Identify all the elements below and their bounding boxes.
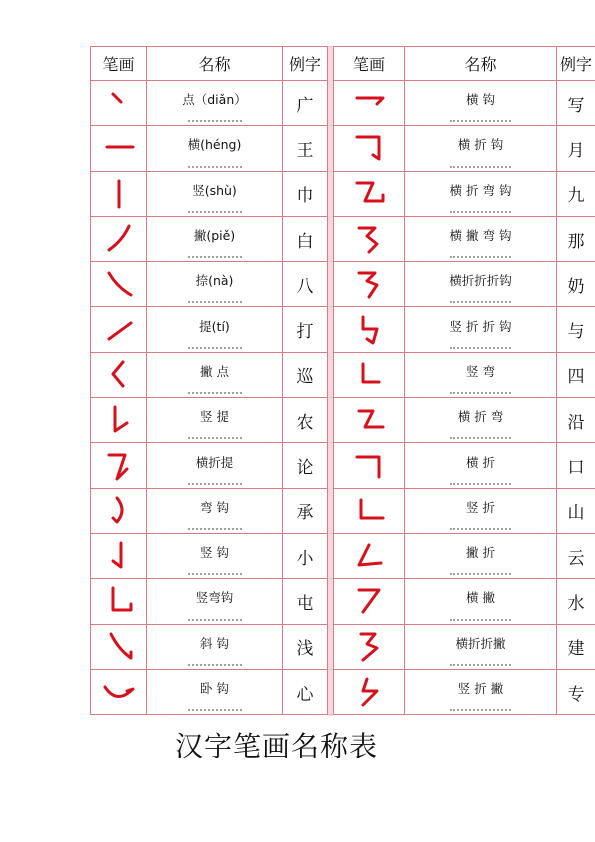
horizontal-falling-bend-hook-stroke-icon (349, 220, 389, 258)
stroke-name: 撇 点 (200, 363, 229, 379)
stroke-cell (334, 216, 405, 261)
example-character: 山 (557, 488, 595, 533)
stroke-name-cell (405, 443, 557, 488)
horizontal-hook-stroke-icon (349, 84, 389, 122)
stroke-name: 横 折 (466, 454, 495, 470)
pinyin-smudge (450, 118, 510, 122)
stroke-name-cell (405, 262, 557, 307)
table-header-row (334, 47, 595, 81)
table-row (91, 126, 328, 171)
stroke-table-left (90, 46, 328, 715)
pinyin-smudge (188, 209, 242, 213)
example-character: 水 (557, 579, 595, 624)
pinyin-smudge (188, 526, 242, 530)
horizontal-turn-bend-hook-stroke-icon (349, 175, 389, 213)
pinyin-smudge (188, 571, 242, 575)
header-stroke: 笔画 (91, 47, 147, 81)
stroke-name: 横 钩 (466, 92, 495, 108)
stroke-cell (91, 443, 147, 488)
example-character: 沿 (557, 398, 595, 443)
pinyin-smudge (450, 164, 510, 168)
stroke-cell (91, 81, 147, 126)
header-example: 例字 (283, 47, 328, 81)
stroke-name: 横 折 钩 (457, 137, 504, 153)
header-example: 例字 (557, 47, 595, 81)
example-character: 口 (557, 443, 595, 488)
slant-hook-stroke-icon (99, 628, 139, 666)
pinyin-smudge (450, 299, 510, 303)
vertical-rising-stroke-icon (99, 401, 139, 439)
stroke-cell (334, 579, 405, 624)
example-character: 那 (557, 216, 595, 261)
stroke-name: 点（diǎn） (182, 92, 247, 108)
horizontal-turn-stroke-icon (349, 447, 389, 485)
pinyin-smudge (188, 617, 242, 621)
stroke-name-cell (147, 488, 283, 533)
table-row (91, 533, 328, 578)
left-falling-stroke-icon (99, 220, 139, 258)
table-row (91, 262, 328, 307)
stroke-table-right (333, 46, 595, 715)
stroke-name: 撇 折 (466, 545, 495, 561)
falling-turn-stroke-icon (349, 537, 389, 575)
stroke-name: 横折折撇 (455, 635, 506, 651)
stroke-name: 横(héng) (187, 137, 242, 153)
example-character: 九 (557, 171, 595, 216)
stroke-name-cell (147, 669, 283, 714)
stroke-cell (334, 307, 405, 352)
stroke-name-cell (405, 579, 557, 624)
table-row (334, 81, 595, 126)
stroke-name: 斜 钩 (200, 635, 229, 651)
table-row (334, 443, 595, 488)
dot-stroke-icon (99, 84, 139, 122)
stroke-name-cell (405, 81, 557, 126)
table-row (334, 126, 595, 171)
stroke-cell (334, 262, 405, 307)
example-character: 与 (557, 307, 595, 352)
pinyin-smudge (188, 345, 242, 349)
stroke-name: 提(tí) (199, 318, 230, 334)
example-character: 小 (283, 533, 328, 578)
horizontal-stroke-icon (99, 129, 139, 167)
pinyin-smudge (450, 209, 510, 213)
table-row (334, 669, 595, 714)
example-character: 巾 (283, 171, 328, 216)
table-row (91, 488, 328, 533)
vertical-turn-stroke-icon (349, 492, 389, 530)
pinyin-smudge (188, 481, 242, 485)
curved-hook-stroke-icon (99, 492, 139, 530)
stroke-cell (334, 488, 405, 533)
example-character: 专 (557, 669, 595, 714)
pinyin-smudge (450, 617, 510, 621)
horizontal-turn-rising-stroke-icon (99, 447, 139, 485)
table-row (334, 624, 595, 669)
vertical-double-turn-hook-stroke-icon (349, 311, 389, 349)
stroke-name: 横折提 (195, 454, 234, 470)
stroke-name-cell (405, 171, 557, 216)
table-row (91, 669, 328, 714)
stroke-name: 竖(shù) (192, 182, 237, 198)
example-character: 八 (283, 262, 328, 307)
example-character: 屯 (283, 579, 328, 624)
stroke-name: 横 折 弯 钩 (449, 182, 512, 198)
pinyin-smudge (188, 435, 242, 439)
stroke-name: 捺(nà) (195, 273, 234, 289)
pinyin-smudge (188, 299, 242, 303)
pinyin-smudge (450, 435, 510, 439)
stroke-cell (91, 171, 147, 216)
table-row (91, 81, 328, 126)
stroke-name-cell (147, 262, 283, 307)
example-character: 浅 (283, 624, 328, 669)
table-row (91, 443, 328, 488)
table-row (91, 624, 328, 669)
lying-hook-stroke-icon (99, 673, 139, 711)
example-character: 四 (557, 352, 595, 397)
stroke-name-cell (405, 533, 557, 578)
pinyin-smudge (188, 164, 242, 168)
example-character: 写 (557, 81, 595, 126)
table-row (334, 171, 595, 216)
example-character: 建 (557, 624, 595, 669)
table-row (334, 262, 595, 307)
stroke-cell (334, 443, 405, 488)
stroke-name-cell (405, 352, 557, 397)
pinyin-smudge (188, 662, 242, 666)
horizontal-triple-turn-hook-stroke-icon (349, 265, 389, 303)
example-character: 广 (283, 81, 328, 126)
stroke-name-cell (147, 171, 283, 216)
vertical-stroke-icon (99, 175, 139, 213)
pinyin-smudge (450, 345, 510, 349)
vertical-bend-stroke-icon (349, 356, 389, 394)
table-row (91, 216, 328, 261)
stroke-cell (334, 624, 405, 669)
stroke-name-cell (147, 307, 283, 352)
table-row (91, 307, 328, 352)
example-character: 白 (283, 216, 328, 261)
example-character: 打 (283, 307, 328, 352)
table-row (91, 398, 328, 443)
stroke-name-cell (405, 398, 557, 443)
stroke-name-cell (147, 352, 283, 397)
header-name: 名称 (147, 47, 283, 81)
table-row (334, 352, 595, 397)
example-character: 月 (557, 126, 595, 171)
stroke-name: 横 撇 弯 钩 (449, 228, 512, 244)
table-row (334, 488, 595, 533)
example-character: 奶 (557, 262, 595, 307)
rising-stroke-icon (99, 311, 139, 349)
stroke-name: 卧 钩 (200, 681, 229, 696)
stroke-name-cell (147, 81, 283, 126)
stroke-cell (91, 579, 147, 624)
vertical-hook-stroke-icon (99, 537, 139, 575)
stroke-name: 竖 钩 (200, 545, 229, 561)
example-character: 王 (283, 126, 328, 171)
stroke-name: 弯 钩 (200, 499, 229, 515)
stroke-name-cell (147, 443, 283, 488)
stroke-name-cell (147, 533, 283, 578)
stroke-name: 横 折 弯 (457, 409, 504, 425)
falling-dot-stroke-icon (99, 356, 139, 394)
pinyin-smudge (450, 571, 510, 575)
stroke-name: 竖 折 撇 (457, 681, 504, 696)
pinyin-smudge (450, 707, 510, 711)
stroke-name: 横 撇 (466, 590, 495, 606)
table-row (91, 171, 328, 216)
example-character: 云 (557, 533, 595, 578)
example-character: 农 (283, 398, 328, 443)
example-character: 心 (283, 669, 328, 714)
stroke-name-cell (405, 216, 557, 261)
right-falling-stroke-icon (99, 265, 139, 303)
horizontal-double-turn-falling-stroke-icon (349, 628, 389, 666)
stroke-name-cell (405, 624, 557, 669)
stroke-name-cell (147, 624, 283, 669)
stroke-name-cell (147, 579, 283, 624)
pinyin-smudge (188, 254, 242, 258)
stroke-cell (334, 533, 405, 578)
table-row (91, 579, 328, 624)
stroke-cell (334, 81, 405, 126)
pinyin-smudge (450, 526, 510, 530)
stroke-cell (334, 126, 405, 171)
stroke-cell (91, 307, 147, 352)
table-row (334, 307, 595, 352)
table-row (334, 216, 595, 261)
stroke-cell (91, 262, 147, 307)
table-header-row (91, 47, 328, 81)
table-row (334, 398, 595, 443)
stroke-cell (334, 669, 405, 714)
stroke-name: 撇(piě) (193, 228, 236, 244)
table-row (334, 579, 595, 624)
pinyin-smudge (450, 390, 510, 394)
stroke-name-cell (405, 488, 557, 533)
example-character: 论 (283, 443, 328, 488)
pinyin-smudge (450, 662, 510, 666)
pinyin-smudge (188, 118, 242, 122)
example-character: 承 (283, 488, 328, 533)
stroke-name: 竖 弯 (466, 363, 495, 379)
stroke-cell (91, 488, 147, 533)
stroke-name: 竖 折 折 钩 (449, 318, 512, 334)
vertical-bend-hook-stroke-icon (99, 582, 139, 620)
stroke-name-cell (405, 669, 557, 714)
stroke-name-cell (147, 216, 283, 261)
stroke-cell (91, 216, 147, 261)
stroke-cell (334, 171, 405, 216)
stroke-name: 横折折折钩 (449, 273, 512, 289)
header-stroke: 笔画 (334, 47, 405, 81)
stroke-name-cell (405, 307, 557, 352)
pinyin-smudge (188, 707, 242, 711)
table-row (334, 533, 595, 578)
stroke-cell (91, 398, 147, 443)
stroke-cell (91, 126, 147, 171)
page-title: 汉字笔画名称表 (175, 730, 379, 758)
stroke-name-cell (147, 398, 283, 443)
stroke-cell (91, 352, 147, 397)
stroke-cell (91, 669, 147, 714)
vertical-turn-falling-stroke-icon (349, 673, 389, 711)
pinyin-smudge (450, 481, 510, 485)
stroke-cell (91, 533, 147, 578)
header-name: 名称 (405, 47, 557, 81)
horizontal-turn-bend-stroke-icon (349, 401, 389, 439)
stroke-cell (91, 624, 147, 669)
stroke-name-cell (405, 126, 557, 171)
stroke-name: 竖 折 (466, 499, 495, 515)
horizontal-falling-stroke-icon (349, 582, 389, 620)
stroke-cell (334, 398, 405, 443)
stroke-cell (334, 352, 405, 397)
pinyin-smudge (188, 390, 242, 394)
stroke-name-cell (147, 126, 283, 171)
example-character: 巡 (283, 352, 328, 397)
stroke-name: 竖 提 (200, 409, 229, 425)
horizontal-turn-hook-stroke-icon (349, 129, 389, 167)
stroke-name: 竖弯钩 (195, 590, 234, 606)
table-row (91, 352, 328, 397)
pinyin-smudge (450, 254, 510, 258)
